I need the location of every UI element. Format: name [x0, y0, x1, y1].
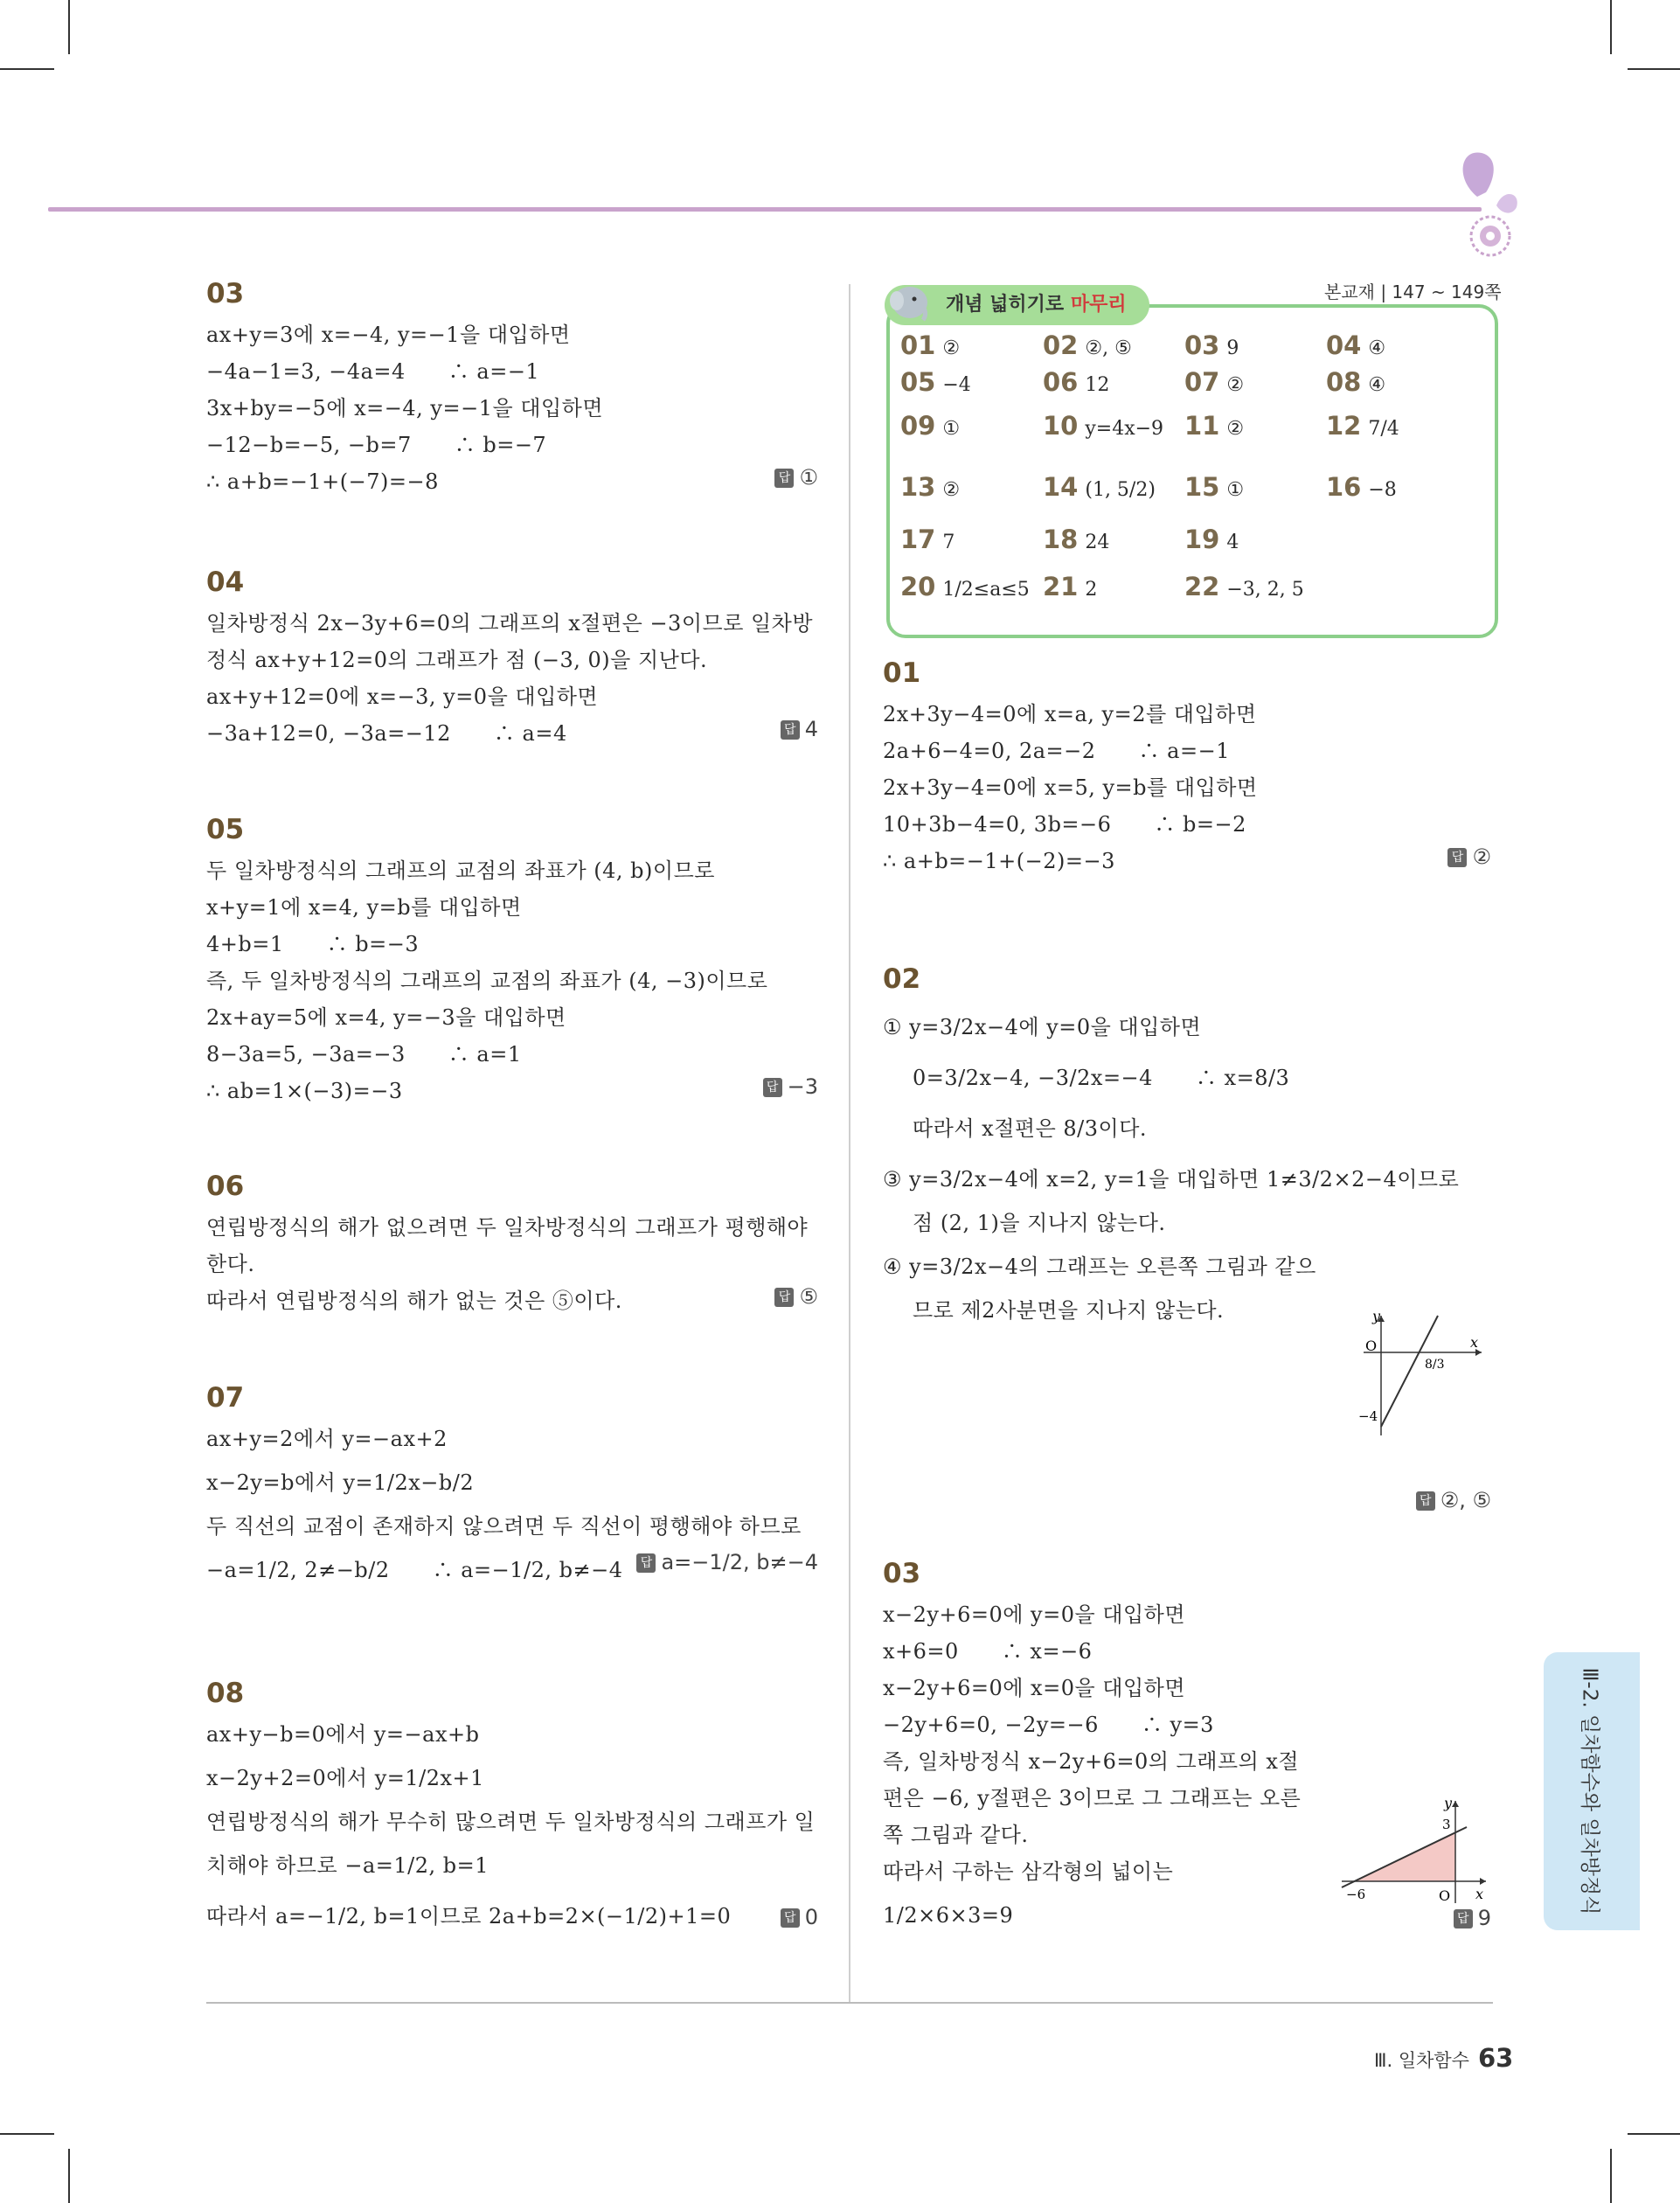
summary-value: ②	[942, 479, 961, 501]
y-intercept-label: −4	[1358, 1408, 1378, 1424]
solution-03	[206, 278, 818, 566]
problem-number: 04	[206, 566, 245, 598]
answer-tag: 답	[1454, 1909, 1473, 1928]
summary-number: 18	[1043, 525, 1079, 554]
solution-line: 쪽 그림과 같다.	[883, 1823, 1029, 1847]
summary-answer-01	[900, 330, 960, 360]
summary-value: (1, 5/2)	[1085, 479, 1156, 501]
solution-line: ① y=3/2x−4에 y=0을 대입하면	[883, 1015, 1202, 1039]
answer-tag: 답	[763, 1078, 782, 1097]
x-intercept-label: −6	[1346, 1887, 1366, 1902]
problem-number: 05	[206, 814, 245, 845]
answer-tag: 답	[1447, 848, 1467, 867]
summary-answer-06	[1043, 367, 1109, 397]
answer	[774, 465, 818, 490]
problem-number: 01	[883, 657, 921, 689]
summary-number: 02	[1043, 330, 1079, 360]
y-intercept-label: 3	[1442, 1817, 1451, 1832]
summary-answer-04	[1326, 330, 1385, 360]
x-axis-label: x	[1475, 1886, 1484, 1902]
elephant-mascot-icon	[888, 278, 932, 323]
solution-line: −2y+6=0, −2y=−6 ∴ y=3	[883, 1713, 1214, 1737]
solution-r02	[883, 963, 1495, 1558]
summary-number: 22	[1184, 572, 1220, 601]
summary-answer-02	[1043, 330, 1132, 360]
summary-value: 2	[1085, 579, 1098, 601]
summary-answer-13	[900, 472, 960, 502]
solution-line: x+6=0 ∴ x=−6	[883, 1639, 1093, 1664]
summary-number: 09	[900, 411, 936, 441]
summary-answer-19	[1184, 525, 1239, 554]
solution-line: 연립방정식의 해가 없으려면 두 일차방정식의 그래프가 평행해야	[206, 1215, 809, 1240]
answer-value: −3	[787, 1074, 818, 1099]
summary-answer-11	[1184, 411, 1244, 441]
summary-answer-18	[1043, 525, 1109, 554]
summary-number: 20	[900, 572, 936, 601]
summary-value: ②	[1226, 374, 1245, 396]
answer-tag: 답	[774, 1288, 794, 1307]
solution-line: 두 직선의 교점이 존재하지 않으려면 두 직선이 평행해야 하므로	[206, 1514, 802, 1539]
crop-mark	[1628, 68, 1680, 70]
summary-value: 24	[1085, 532, 1110, 553]
graph-line-2	[1337, 1794, 1490, 1908]
solution-line: 연립방정식의 해가 무수히 많으려면 두 일차방정식의 그래프가 일	[206, 1810, 816, 1834]
summary-value: 1/2≤a≤5	[942, 579, 1030, 601]
solution-line: 정식 ax+y+12=0의 그래프가 점 (−3, 0)을 지난다.	[206, 648, 708, 672]
bottom-rule	[206, 2002, 1493, 2004]
x-axis-label: x	[1470, 1334, 1479, 1351]
y-axis-label: y	[1372, 1309, 1381, 1324]
flourish-icon	[1451, 144, 1521, 267]
solution-line: 0=3/2x−4, −3/2x=−4 ∴ x=8/3	[913, 1066, 1290, 1090]
solution-line: ax+y=2에서 y=−ax+2	[206, 1427, 448, 1451]
answer-value: 9	[1477, 1906, 1491, 1930]
solution-line: 8−3a=5, −3a=−3 ∴ a=1	[206, 1042, 522, 1067]
solution-line: 한다.	[206, 1252, 255, 1276]
y-axis-label: y	[1444, 1795, 1453, 1811]
crop-mark	[1610, 0, 1612, 54]
summary-title-highlight: 마무리	[1070, 294, 1127, 316]
header-rule	[48, 207, 1482, 212]
summary-value: ①	[1226, 479, 1245, 501]
summary-value: 12	[1085, 374, 1110, 396]
summary-answer-08	[1326, 367, 1385, 397]
footer-chapter: Ⅲ. 일차함수	[1374, 2050, 1469, 2071]
summary-answer-03	[1184, 330, 1239, 360]
solution-line: ∴ ab=1×(−3)=−3	[206, 1079, 403, 1103]
answer-value: ①	[799, 465, 818, 490]
answer-tag: 답	[774, 469, 794, 488]
summary-value: 7	[942, 532, 955, 553]
summary-number: 05	[900, 367, 936, 397]
solution-line: x−2y+6=0에 x=0을 대입하면	[883, 1676, 1186, 1700]
crop-mark	[1628, 2133, 1680, 2135]
summary-answer-12	[1326, 411, 1399, 441]
solution-line: −3a+12=0, −3a=−12 ∴ a=4	[206, 721, 567, 746]
answer	[781, 717, 818, 741]
summary-number: 03	[1184, 330, 1220, 360]
summary-title-text: 개념 넓히기로	[946, 294, 1065, 316]
answer	[774, 1284, 818, 1309]
solution-line: 점 (2, 1)을 지나지 않는다.	[913, 1211, 1166, 1235]
solution-line: ∴ a+b=−1+(−7)=−8	[206, 469, 439, 494]
problem-number: 03	[883, 1558, 921, 1589]
reference-pages: 본교재 | 147 ~ 149쪽	[1324, 281, 1502, 302]
solution-line: ax+y+12=0에 x=−3, y=0을 대입하면	[206, 685, 599, 709]
answer	[1416, 1488, 1491, 1512]
answer-tag: 답	[1416, 1491, 1435, 1511]
solution-line: −4a−1=3, −4a=4 ∴ a=−1	[206, 359, 540, 384]
summary-value: −8	[1368, 479, 1397, 501]
solution-07	[206, 1382, 818, 1678]
answer-tag: 답	[781, 720, 800, 740]
chapter-side-tab	[1544, 1652, 1640, 1930]
solution-line: −12−b=−5, −b=7 ∴ b=−7	[206, 433, 547, 457]
solution-line: ax+y=3에 x=−4, y=−1을 대입하면	[206, 323, 571, 347]
solution-04	[206, 566, 818, 814]
summary-number: 11	[1184, 411, 1220, 441]
answer-value: ②, ⑤	[1440, 1488, 1491, 1512]
summary-value: ②, ⑤	[1085, 337, 1132, 359]
summary-value: −4	[942, 374, 971, 396]
solution-05	[206, 814, 818, 1171]
summary-answer-09	[900, 411, 960, 441]
solution-06	[206, 1171, 818, 1382]
solution-line: x−2y=b에서 y=1/2x−b/2	[206, 1470, 475, 1495]
chapter-side-tab-label: Ⅲ-2. 일차함수와 일차방정식	[1578, 1667, 1601, 1915]
answer-value: 4	[804, 717, 818, 741]
summary-value: ②	[942, 337, 961, 359]
summary-value: 7/4	[1368, 418, 1399, 440]
graph-line-1	[1355, 1309, 1486, 1440]
summary-answer-17	[900, 525, 955, 554]
answer-value: ②	[1472, 844, 1491, 869]
summary-number: 12	[1326, 411, 1362, 441]
answer	[781, 1905, 818, 1929]
summary-answer-14	[1043, 472, 1156, 502]
answer-tag: 답	[781, 1908, 800, 1928]
summary-number: 04	[1326, 330, 1362, 360]
solution-r03	[883, 1558, 1495, 1960]
answer	[763, 1074, 818, 1099]
summary-number: 15	[1184, 472, 1220, 502]
crop-mark	[0, 2133, 54, 2135]
summary-number: 17	[900, 525, 936, 554]
solution-line: ∴ a+b=−1+(−2)=−3	[883, 849, 1115, 873]
summary-value: ①	[942, 418, 961, 440]
problem-number: 03	[206, 278, 245, 309]
summary-answer-07	[1184, 367, 1244, 397]
solution-line: 일차방정식 2x−3y+6=0의 그래프의 x절편은 −3이므로 일차방	[206, 611, 814, 636]
answer-tag: 답	[636, 1553, 656, 1573]
summary-number: 10	[1043, 411, 1079, 441]
solution-line: 즉, 두 일차방정식의 그래프의 교점의 좌표가 (4, −3)이므로	[206, 969, 768, 993]
column-divider	[849, 284, 850, 2002]
crop-mark	[68, 0, 70, 54]
x-intercept-label: 8/3	[1425, 1358, 1445, 1372]
solution-line: x+y=1에 x=4, y=b를 대입하면	[206, 895, 522, 920]
solution-line: ax+y−b=0에서 y=−ax+b	[206, 1722, 480, 1747]
solution-line: 따라서 연립방정식의 해가 없는 것은 ⑤이다.	[206, 1289, 622, 1313]
summary-number: 01	[900, 330, 936, 360]
solution-line: 4+b=1 ∴ b=−3	[206, 932, 420, 956]
crop-mark	[0, 68, 54, 70]
solution-08	[206, 1678, 818, 1966]
solution-line: 2x+ay=5에 x=4, y=−3을 대입하면	[206, 1005, 566, 1030]
summary-value: ④	[1368, 337, 1386, 359]
solution-line: x−2y+2=0에서 y=1/2x+1	[206, 1766, 484, 1790]
summary-number: 06	[1043, 367, 1079, 397]
problem-number: 06	[206, 1171, 245, 1202]
summary-answer-10	[1043, 411, 1163, 441]
solution-line: 즉, 일차방정식 x−2y+6=0의 그래프의 x절	[883, 1749, 1300, 1774]
solution-line: 치해야 하므로 −a=1/2, b=1	[206, 1853, 489, 1878]
left-column	[206, 278, 818, 1966]
summary-number: 07	[1184, 367, 1220, 397]
answer	[636, 1550, 818, 1574]
answer	[1447, 844, 1491, 869]
summary-answer-20	[900, 572, 1030, 601]
summary-number: 16	[1326, 472, 1362, 502]
summary-number: 19	[1184, 525, 1220, 554]
summary-answer-21	[1043, 572, 1097, 601]
crop-mark	[68, 2149, 70, 2203]
summary-number: 13	[900, 472, 936, 502]
solution-line: 2x+3y−4=0에 x=a, y=2를 대입하면	[883, 702, 1257, 726]
solution-line: 따라서 구하는 삼각형의 넓이는	[883, 1859, 1174, 1884]
solution-line: 따라서 a=−1/2, b=1이므로 2a+b=2×(−1/2)+1=0	[206, 1904, 732, 1928]
solution-line: 10+3b−4=0, 3b=−6 ∴ b=−2	[883, 812, 1246, 837]
solution-line: 두 일차방정식의 그래프의 교점의 좌표가 (4, b)이므로	[206, 858, 715, 883]
solution-line: 2a+6−4=0, 2a=−2 ∴ a=−1	[883, 739, 1230, 763]
summary-value: y=4x−9	[1085, 418, 1164, 440]
solution-line: 1/2×6×3=9	[883, 1903, 1014, 1928]
summary-value: −3, 2, 5	[1226, 579, 1304, 601]
solution-line: 3x+by=−5에 x=−4, y=−1을 대입하면	[206, 396, 604, 420]
answer	[1454, 1906, 1491, 1930]
summary-number: 08	[1326, 367, 1362, 397]
crop-mark	[1610, 2149, 1612, 2203]
summary-number: 14	[1043, 472, 1079, 502]
summary-answer-05	[900, 367, 971, 397]
page-footer	[1374, 2043, 1513, 2073]
answer-value: 0	[804, 1905, 818, 1929]
solution-line: 2x+3y−4=0에 x=5, y=b를 대입하면	[883, 775, 1258, 800]
summary-value: ④	[1368, 374, 1386, 396]
right-column	[883, 657, 1495, 1960]
solution-line: 편은 −6, y절편은 3이므로 그 그래프는 오른	[883, 1786, 1302, 1810]
summary-value: ②	[1226, 418, 1245, 440]
page-number: 63	[1477, 2043, 1514, 2073]
problem-number: 02	[883, 963, 921, 995]
solution-line: x−2y+6=0에 y=0을 대입하면	[883, 1602, 1186, 1627]
summary-answer-22	[1184, 572, 1304, 601]
problem-number: 08	[206, 1678, 245, 1709]
solution-r01	[883, 657, 1495, 963]
origin-label: O	[1365, 1338, 1378, 1354]
solution-line: 므로 제2사분면을 지나지 않는다.	[913, 1298, 1225, 1323]
summary-answer-16	[1326, 472, 1397, 502]
summary-answer-15	[1184, 472, 1244, 502]
answer-value: ⑤	[799, 1284, 818, 1309]
origin-label: O	[1439, 1887, 1451, 1904]
summary-value: 4	[1226, 532, 1239, 553]
answer-value: a=−1/2, b≠−4	[661, 1550, 818, 1574]
solution-line: 따라서 x절편은 8/3이다.	[913, 1116, 1148, 1141]
solution-line: ④ y=3/2x−4의 그래프는 오른쪽 그림과 같으	[883, 1254, 1316, 1279]
solution-line: ③ y=3/2x−4에 x=2, y=1을 대입하면 1≠3/2×2−4이므로	[883, 1167, 1460, 1192]
problem-number: 07	[206, 1382, 245, 1414]
summary-number: 21	[1043, 572, 1079, 601]
solution-line: −a=1/2, 2≠−b/2 ∴ a=−1/2, b≠−4	[206, 1558, 623, 1582]
summary-value: 9	[1226, 337, 1239, 359]
